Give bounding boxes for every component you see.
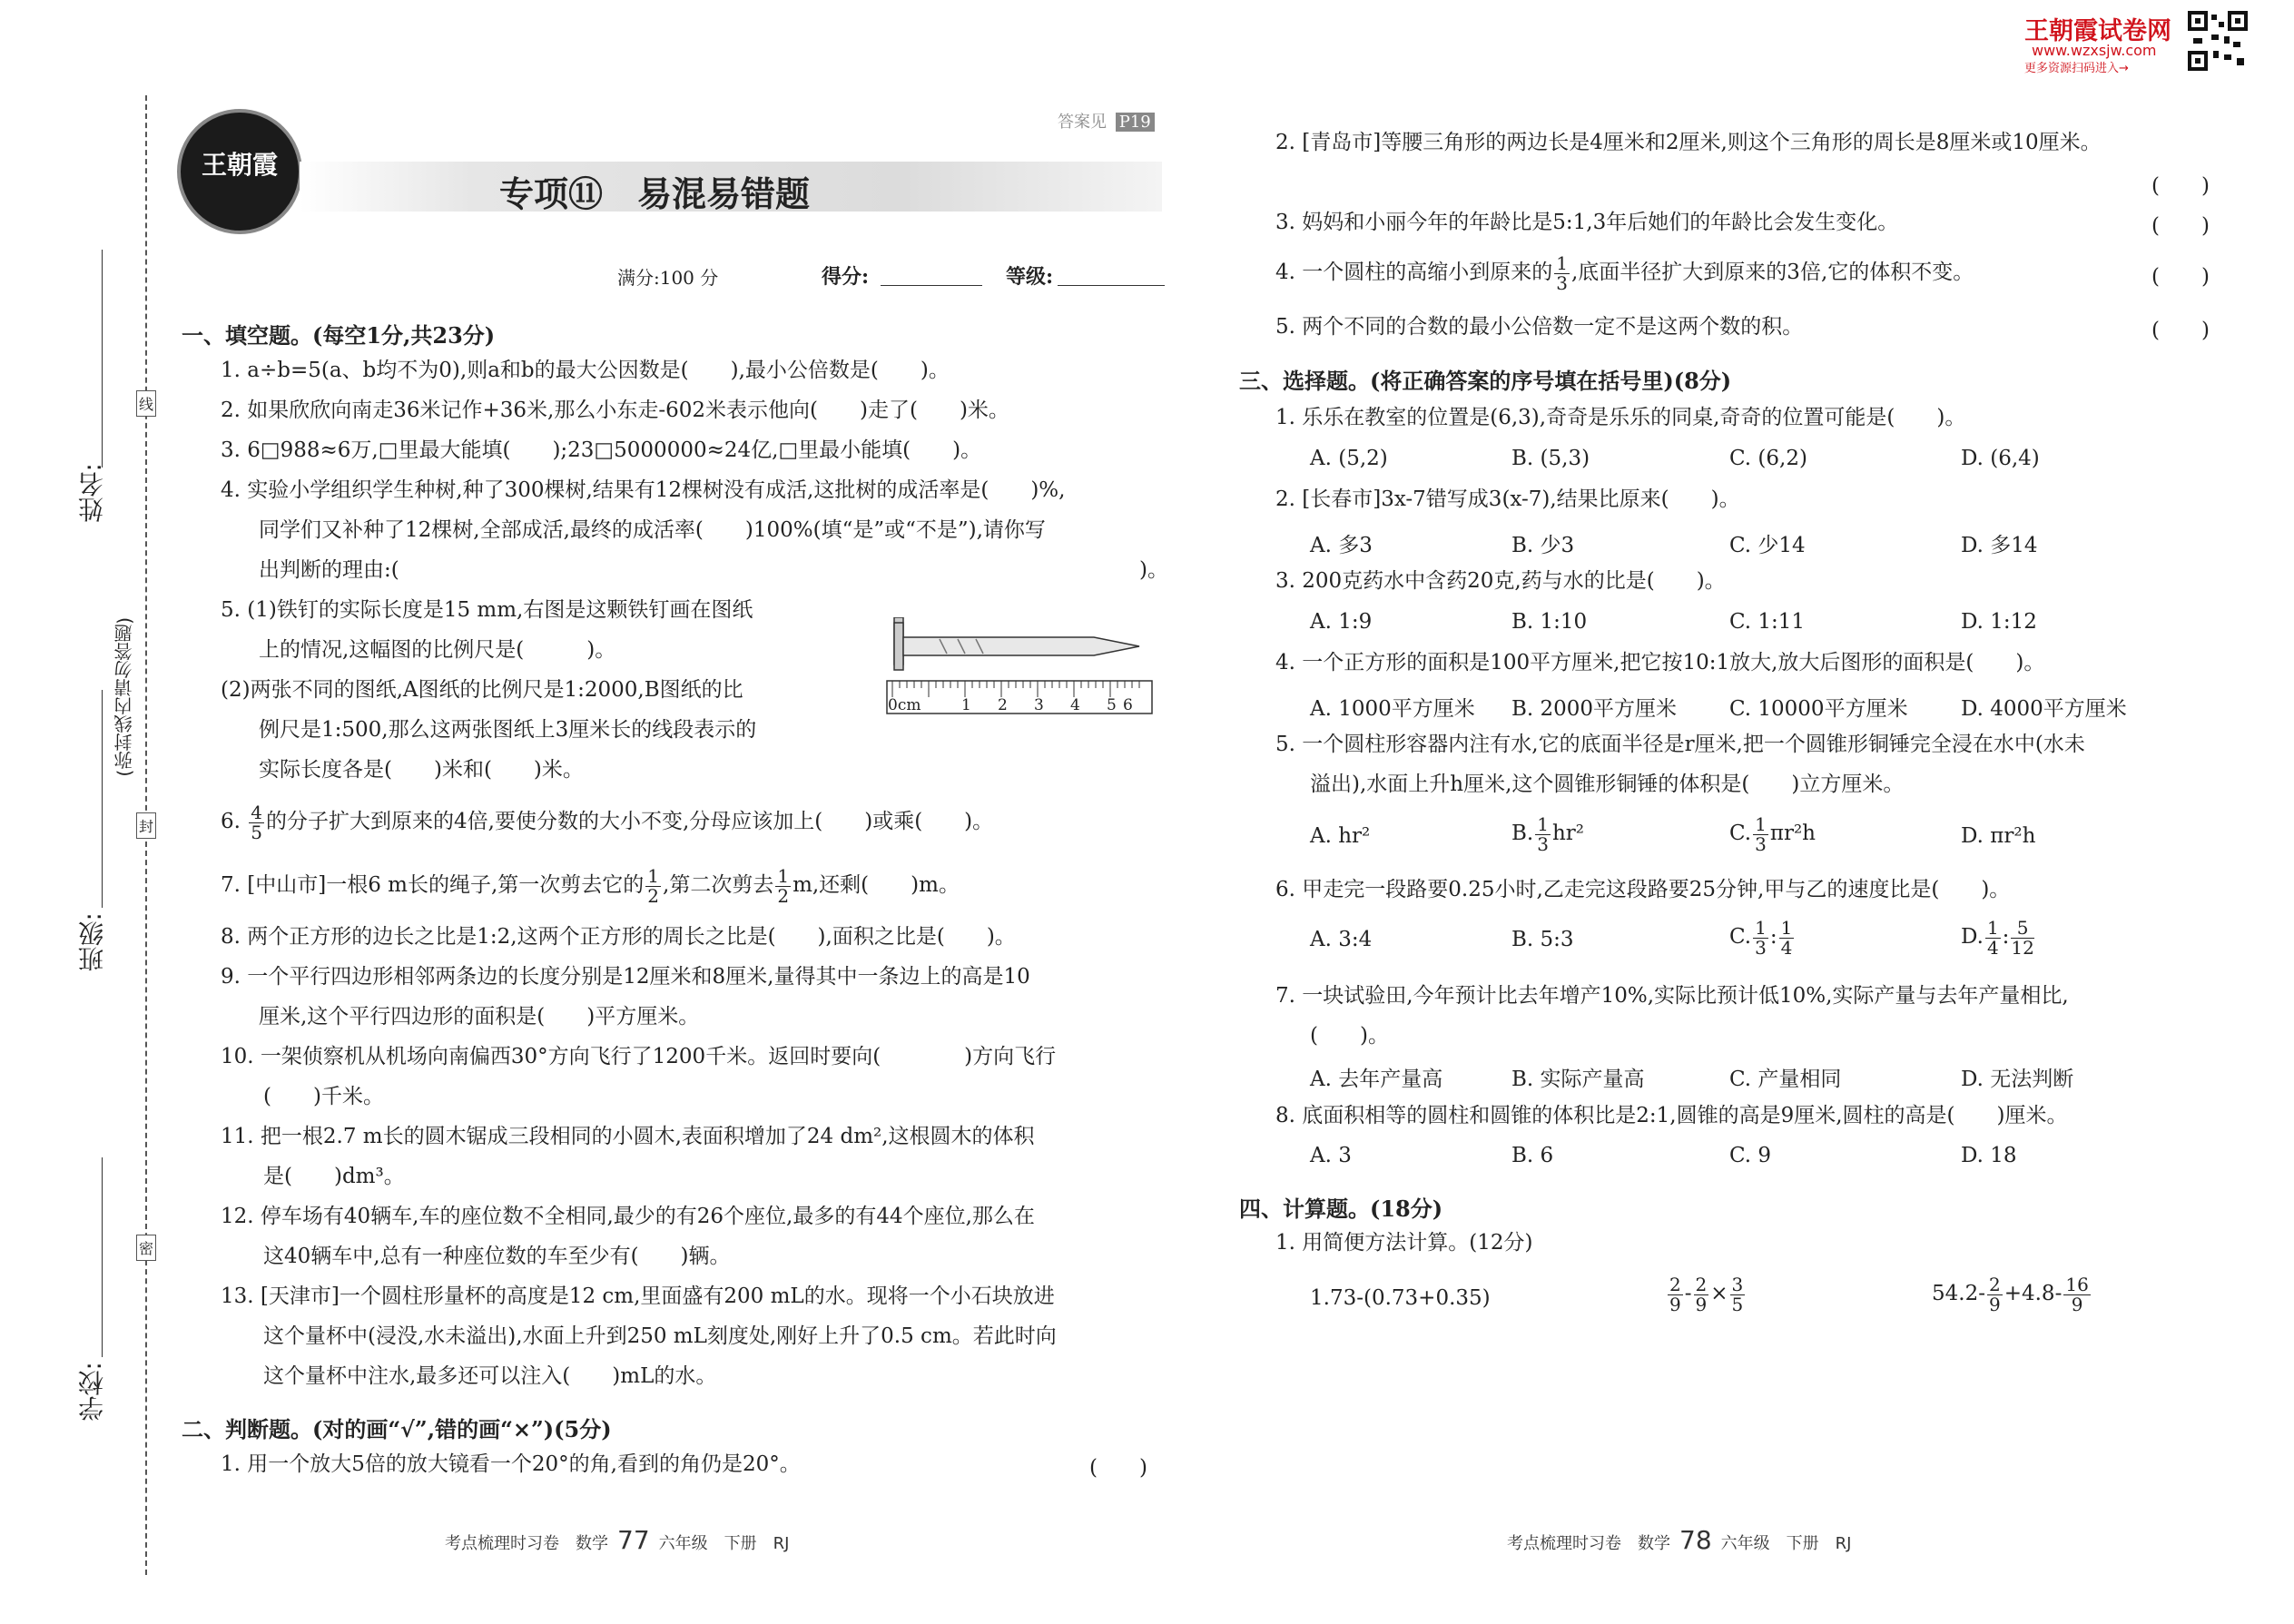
ruler-tick-5: 5 [1107, 696, 1117, 714]
fraction-1-2: $\frac{1}{2}$ [647, 864, 660, 907]
calc-expr-1: 1.73-(0.73+0.35) [1310, 1286, 1491, 1310]
nail-shaft [903, 637, 1139, 655]
nail-head [894, 623, 903, 670]
q3-6-opt-d[interactable]: D. $\frac{1}{4}$ : $\frac{5}{12}$ [1961, 916, 2034, 959]
q2-5: 5. 两个不同的合数的最小公倍数一定不是这两个数的积。 [1275, 315, 1804, 339]
fraction-1-3-c: $\frac{1}{3}$ [1755, 812, 1767, 855]
section3-title: 三、选择题。(将正确答案的序号填在括号里)(8分) [1239, 368, 1732, 394]
q2-3: 3. 妈妈和小丽今年的年龄比是5:1,3年后她们的年龄比会发生变化。 [1275, 211, 1899, 234]
fraction-2-9-c: $\frac{2}{9}$ [1988, 1273, 2001, 1315]
q1-10a: 10. 一架侦察机从机场向南偏西30°方向飞行了1200千米。返回时要向( )方向飞行 [221, 1045, 1057, 1068]
section2-title: 二、判断题。(对的画“√”,错的画“×”)(5分) [182, 1416, 612, 1442]
q1-3: 3. 6□988≈6万,□里最大能填( );23□5000000≈24亿,□里最小能填( )。 [221, 438, 982, 462]
q1-5d: 例尺是1:500,那么这两张图纸上3厘米长的线段表示的 [259, 718, 757, 742]
q1-8: 8. 两个正方形的边长之比是1:2,这两个正方形的周长之比是( ),面积之比是( )。 [221, 925, 1016, 949]
q4-1-label: 1. 用简便方法计算。(12分) [1275, 1231, 1533, 1255]
ruler-tick-6: 6 [1123, 696, 1133, 714]
fraction-1-3: $\frac{1}{3}$ [1556, 251, 1568, 294]
q3-8-opt-d[interactable]: D. 18 [1961, 1144, 2017, 1167]
site-url[interactable]: www.wzxsjw.com [2032, 42, 2157, 59]
q3-2-opt-a[interactable]: A. 多3 [1310, 534, 1373, 557]
score-field[interactable] [881, 285, 982, 286]
q3-5-opt-b[interactable]: B. $\frac{1}{3}$ hr² [1511, 812, 1584, 855]
q1-9b: 厘米,这个平行四边形的面积是( )平方厘米。 [259, 1005, 700, 1029]
q1-5a: 5. (1)铁钉的实际长度是15 mm,右图是这颗铁钉画在图纸 [221, 598, 753, 622]
q2-5-answer[interactable]: ( ) [2151, 319, 2210, 342]
nail-ruler-figure [885, 617, 1157, 735]
q3-4-opt-c[interactable]: C. 10000平方厘米 [1729, 697, 1908, 721]
fraction-4-5: $\frac{4}{5}$ [251, 801, 262, 843]
site-tip: 更多资源扫码进入→ [2024, 62, 2129, 75]
q3-7b: ( )。 [1310, 1024, 1389, 1048]
ruler-tick-0: 0cm [888, 696, 921, 714]
q1-4b: 同学们又补种了12棵树,全部成活,最终的成活率( )100%(填“是”或“不是”),请你写 [259, 518, 1046, 542]
calc-expr-3: 54.2- $\frac{2}{9}$ +4.8- $\frac{16}{9}$ [1932, 1273, 2089, 1315]
page-number-left: 77 [617, 1525, 650, 1555]
q2-2-answer[interactable]: ( ) [2151, 174, 2210, 198]
binding-mark-secret: 密 [136, 1235, 156, 1261]
q2-1-answer[interactable]: ( ) [1089, 1456, 1147, 1480]
q1-4c: 出判断的理由:( [259, 558, 399, 582]
fraction-2-9-b: $\frac{2}{9}$ [1695, 1273, 1708, 1315]
q3-2-opt-b[interactable]: B. 少3 [1511, 534, 1575, 557]
q1-5b: 上的情况,这幅图的比例尺是( )。 [259, 638, 616, 662]
class-label: 班级: [77, 912, 107, 972]
q3-1-opt-d[interactable]: D. (6,4) [1961, 447, 2040, 470]
q3-6: 6. 甲走完一段路要0.25小时,乙走完这段路要25分钟,甲与乙的速度比是( )。 [1275, 878, 2011, 901]
q1-2: 2. 如果欣欣向南走36米记作+36米,那么小东走-602米表示他向( )走了( )米。 [221, 399, 1009, 422]
q3-5-opt-d[interactable]: D. πr²h [1961, 824, 2036, 848]
q1-11b: 是( )dm³。 [263, 1165, 405, 1188]
footer-right: 考点梳理时习卷 数学 78 六年级 下册 RJ [1507, 1525, 1852, 1555]
q3-4-opt-a[interactable]: A. 1000平方厘米 [1310, 697, 1475, 721]
q3-4-opt-b[interactable]: B. 2000平方厘米 [1511, 697, 1678, 721]
fraction-5-12: $\frac{5}{12}$ [2011, 916, 2034, 959]
grade-field[interactable] [1058, 285, 1165, 286]
calc-expr-2: $\frac{2}{9}$ - $\frac{2}{9}$ × $\frac{3}{5}$ [1669, 1273, 1744, 1315]
binding-mark-seal: 封 [136, 812, 156, 839]
fraction-1-4: $\frac{1}{4}$ [1780, 916, 1793, 959]
fraction-1-3-d: $\frac{1}{3}$ [1755, 916, 1767, 959]
answer-ref: 答案见 P19 [1058, 109, 1155, 133]
logo-text: 王朝霞 [201, 150, 278, 180]
q3-2: 2. [长春市]3x-7错写成3(x-7),结果比原来( )。 [1275, 487, 1740, 511]
q1-10b: ( )千米。 [263, 1085, 384, 1108]
fraction-3-5: $\frac{3}{5}$ [1731, 1273, 1744, 1315]
q1-13a: 13. [天津市]一个圆柱形量杯的高度是12 cm,里面盛有200 mL的水。现将一个小石块放进 [221, 1284, 1055, 1308]
q3-2-opt-d[interactable]: D. 多14 [1961, 534, 2038, 557]
q2-4: 4. 一个圆柱的高缩小到原来的 $\frac{1}{3}$ ,底面半径扩大到原来的3倍,它的体积不变。 [1275, 251, 1974, 294]
q3-3-opt-b[interactable]: B. 1:10 [1511, 610, 1588, 634]
score-full: 满分:100 分 [617, 267, 719, 289]
q2-1: 1. 用一个放大5倍的放大镜看一个20°的角,看到的角仍是20°。 [221, 1452, 801, 1476]
q3-3-opt-a[interactable]: A. 1:9 [1310, 610, 1373, 634]
q3-7-opt-a[interactable]: A. 去年产量高 [1310, 1068, 1443, 1091]
q1-7: 7. [中山市]一根6 m长的绳子,第一次剪去它的 $\frac{1}{2}$ ,第二次剪去 $\frac{1}{2}$ m,还剩( )m。 [221, 864, 960, 907]
q3-8-opt-a[interactable]: A. 3 [1310, 1144, 1352, 1167]
q1-11a: 11. 把一根2.7 m长的圆木锯成三段相同的小圆木,表面积增加了24 dm²,这根圆木的体积 [221, 1125, 1035, 1148]
fraction-1-4-b: $\frac{1}{4}$ [1986, 916, 1999, 959]
q3-5a: 5. 一个圆柱形容器内注有水,它的底面半径是r厘米,把一个圆锥形铜锤完全浸在水中(水未 [1275, 733, 2085, 756]
section4-title: 四、计算题。(18分) [1239, 1196, 1443, 1222]
q1-13b: 这个量杯中(浸没,水未溢出),水面上升到250 mL刻度处,刚好上升了0.5 cm。若此时向 [263, 1324, 1057, 1348]
ruler-tick-2: 2 [998, 696, 1008, 714]
school-line [102, 1157, 103, 1357]
name-line [102, 250, 103, 468]
q3-8-opt-b[interactable]: B. 6 [1511, 1144, 1554, 1167]
q1-6: 6. $\frac{4}{5}$ 的分子扩大到原来的4倍,要使分数的大小不变,分母应该加上( )或乘( )。 [221, 801, 994, 843]
class-line [102, 690, 103, 908]
q3-7-opt-c[interactable]: C. 产量相同 [1729, 1068, 1842, 1091]
q3-4: 4. 一个正方形的面积是100平方厘米,把它按10:1放大,放大后图形的面积是( )。 [1275, 651, 2045, 674]
q3-1-opt-b[interactable]: B. (5,3) [1511, 447, 1590, 470]
q3-3: 3. 200克药水中含药20克,药与水的比是( )。 [1275, 569, 1726, 593]
q3-8: 8. 底面积相等的圆柱和圆锥的体积比是2:1,圆锥的高是9厘米,圆柱的高是( )厘米。 [1275, 1104, 2068, 1127]
q2-3-answer[interactable]: ( ) [2151, 214, 2210, 238]
binding-note: (弥封线内请勿答题) [113, 617, 135, 777]
q1-5e: 实际长度各是( )米和( )米。 [259, 758, 584, 782]
q3-6-opt-b[interactable]: B. 5:3 [1511, 928, 1574, 951]
q1-1: 1. a÷b=5(a、b均不为0),则a和b的最大公因数是( ),最小公倍数是( )。 [221, 359, 950, 382]
answer-page-badge[interactable]: P19 [1116, 113, 1155, 132]
q3-7-opt-d[interactable]: D. 无法判断 [1961, 1068, 2074, 1091]
binding-mark-line: 线 [136, 390, 156, 417]
q3-7a: 7. 一块试验田,今年预计比去年增产10%,实际比预计低10%,实际产量与去年产量相比, [1275, 984, 2069, 1008]
ruler-tick-4: 4 [1070, 696, 1080, 714]
page-title: 专项⑪ 易混易错题 [499, 174, 811, 214]
q3-2-opt-c[interactable]: C. 少14 [1729, 534, 1806, 557]
fraction-1-2-b: $\frac{1}{2}$ [777, 864, 790, 907]
grade-label: 等级: [1006, 265, 1054, 289]
q2-2: 2. [青岛市]等腰三角形的两边长是4厘米和2厘米,则这个三角形的周长是8厘米或10厘米。 [1275, 131, 2102, 154]
q3-5-opt-c[interactable]: C. $\frac{1}{3}$ πr²h [1729, 812, 1816, 855]
q1-4c-close: )。 [1139, 558, 1168, 582]
q1-4a: 4. 实验小学组织学生种树,种了300棵树,结果有12棵树没有成活,这批树的成活率是( )%, [221, 478, 1066, 502]
fraction-2-9: $\frac{2}{9}$ [1669, 1273, 1681, 1315]
site-name: 王朝霞试卷网 [2024, 17, 2171, 45]
ruler-tick-3: 3 [1034, 696, 1044, 714]
q1-13c: 这个量杯中注水,最多还可以注入( )mL的水。 [263, 1364, 717, 1388]
q3-1-opt-c[interactable]: C. (6,2) [1729, 447, 1807, 470]
q3-5-opt-a[interactable]: A. hr² [1310, 824, 1371, 848]
name-label: 姓名: [77, 463, 107, 523]
section1-title: 一、填空题。(每空1分,共23分) [182, 322, 496, 349]
qr-code-icon[interactable] [2188, 11, 2248, 71]
logo-emblem [177, 109, 302, 234]
fraction-16-9: $\frac{16}{9}$ [2065, 1273, 2089, 1315]
ruler-tick-1: 1 [961, 696, 971, 714]
q1-5c: (2)两张不同的图纸,A图纸的比例尺是1:2000,B图纸的比 [221, 678, 743, 702]
q1-12b: 这40辆车中,总有一种座位数的车至少有( )辆。 [263, 1245, 731, 1268]
q3-6-opt-a[interactable]: A. 3:4 [1310, 928, 1373, 951]
q3-1: 1. 乐乐在教室的位置是(6,3),奇奇是乐乐的同桌,奇奇的位置可能是( )。 [1275, 406, 1966, 429]
q3-6-opt-c[interactable]: C. $\frac{1}{3}$ : $\frac{1}{4}$ [1729, 916, 1793, 959]
score-label: 得分: [822, 265, 870, 289]
q3-8-opt-c[interactable]: C. 9 [1729, 1144, 1772, 1167]
q3-3-opt-d[interactable]: D. 1:12 [1961, 610, 2037, 634]
q3-1-opt-a[interactable]: A. (5,2) [1310, 447, 1388, 470]
page-number-right: 78 [1679, 1525, 1712, 1555]
footer-left: 考点梳理时习卷 数学 77 六年级 下册 RJ [445, 1525, 790, 1555]
q3-4-opt-d[interactable]: D. 4000平方厘米 [1961, 697, 2127, 721]
q3-7-opt-b[interactable]: B. 实际产量高 [1511, 1068, 1645, 1091]
q3-5b: 溢出),水面上升h厘米,这个圆锥形铜锤的体积是( )立方厘米。 [1310, 773, 1905, 796]
q1-12a: 12. 停车场有40辆车,车的座位数不全相同,最少的有26个座位,最多的有44个座位,那么在 [221, 1205, 1035, 1228]
q2-4-answer[interactable]: ( ) [2151, 265, 2210, 289]
fraction-1-3-b: $\frac{1}{3}$ [1537, 812, 1549, 855]
q1-9a: 9. 一个平行四边形相邻两条边的长度分别是12厘米和8厘米,量得其中一条边上的高是10 [221, 965, 1030, 989]
q3-3-opt-c[interactable]: C. 1:11 [1729, 610, 1806, 634]
school-label: 学校: [77, 1362, 107, 1422]
